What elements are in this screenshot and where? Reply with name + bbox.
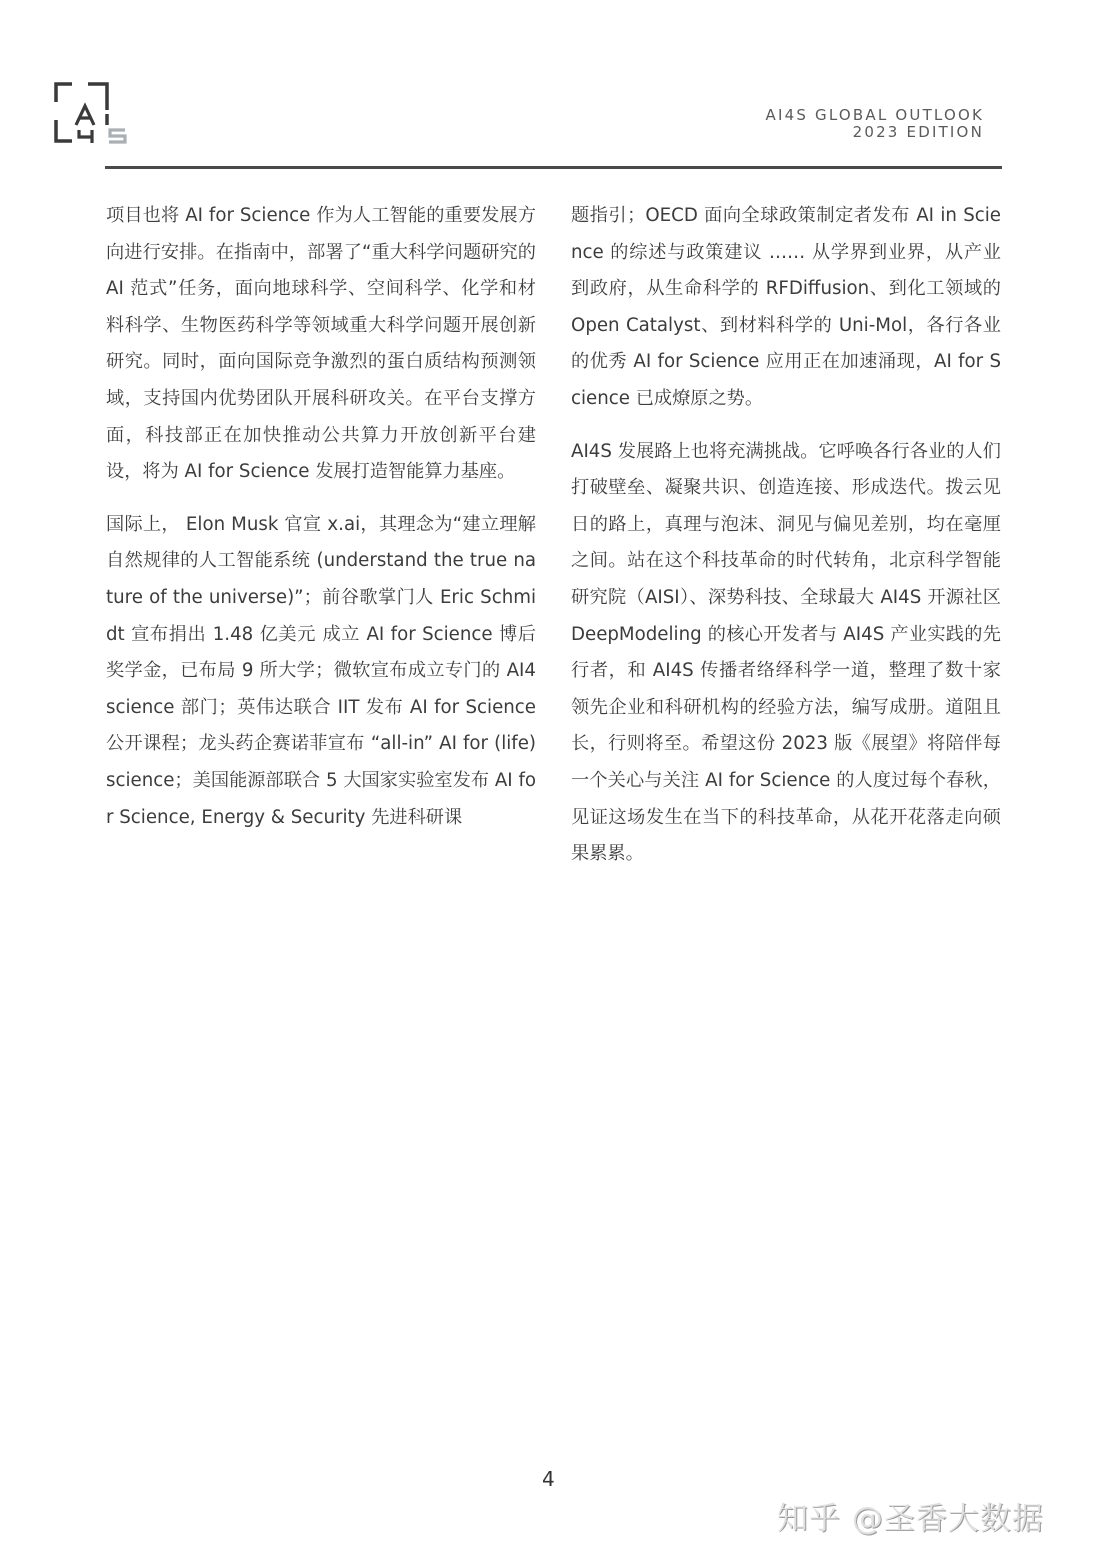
report-title	[766, 107, 984, 141]
right-column	[571, 198, 1001, 889]
paragraph: 项目也将 AI for Science 作为人工智能的重要发展方向进行安排。在指南中，部署了“重大科学问题研究的 AI 范式”任务，面向地球科学、空间科学、化学和材料科学、生物医药科学等领域重大科学问题开展创新研究。同时，面向国际竞争激烈的蛋白质结构预测领域，支持国内优势团队开展科研攻关。在平台支撑方面，科技部正在加快推动公共算力开放创新平台建设，将为 AI for Science 发展打造智能算力基座。	[106, 205, 536, 483]
ai4s-logo	[52, 80, 132, 146]
paragraph: 题指引；OECD 面向全球政策制定者发布 AI in Science 的综述与政策建议 …… 从学界到业界，从产业到政府，从生命科学的 RFDiffusion、到化工领域的 Open Catalyst、到材料科学的 Uni-Mol，各行各业的优秀 AI for Science 应用正在加速涌现，AI for Science 已成燎原之势。	[571, 205, 1001, 409]
report-edition: 2023 EDITION	[852, 123, 984, 141]
paragraph: 国际上， Elon Musk 官宣 x.ai，其理念为“建立理解自然规律的人工智能系统 (understand the true nature of the universe)”；前谷歌掌门人 Eric Schmidt 宣布捐出 1.48 亿美元 成立 AI for Science 博后奖学金，已布局 9 所大学；微软宣布成立专门的 AI4science 部门；英伟达联合 IIT 发布 AI for Science 公开课程；龙头药企赛诺菲宣布 “all-in” AI for (life) science；美国能源部联合 5 大国家实验室发布 AI for Science, Energy & Security 先进科研课	[106, 513, 536, 828]
paragraph: AI4S 发展路上也将充满挑战。它呼唤各行各业的人们打破壁垒、凝聚共识、创造连接、形成迭代。拨云见日的路上，真理与泡沫、洞见与偏见差别，均在毫厘之间。站在这个科技革命的时代转角，北京科学智能研究院（AISI）、深势科技、全球最大 AI4S 开源社区 DeepModeling 的核心开发者与 AI4S 产业实践的先行者，和 AI4S 传播者络绎科学一道，整理了数十家领先企业和科研机构的经验方法，编写成册。道阻且长，行则将至。希望这份 2023 版《展望》将陪伴每一个关心与关注 AI for Science 的人度过每个春秋，见证这场发生在当下的科技革命，从花开花落走向硕果累累。	[571, 440, 1001, 865]
header-divider	[105, 166, 1002, 169]
left-column	[106, 198, 536, 852]
ai4s-logo-icon	[52, 80, 132, 146]
watermark: 知乎 @圣香大数据	[777, 1501, 1044, 1537]
report-title-line1: AI4S GLOBAL OUTLOOK	[765, 106, 984, 124]
page-number: 4	[542, 1467, 555, 1491]
